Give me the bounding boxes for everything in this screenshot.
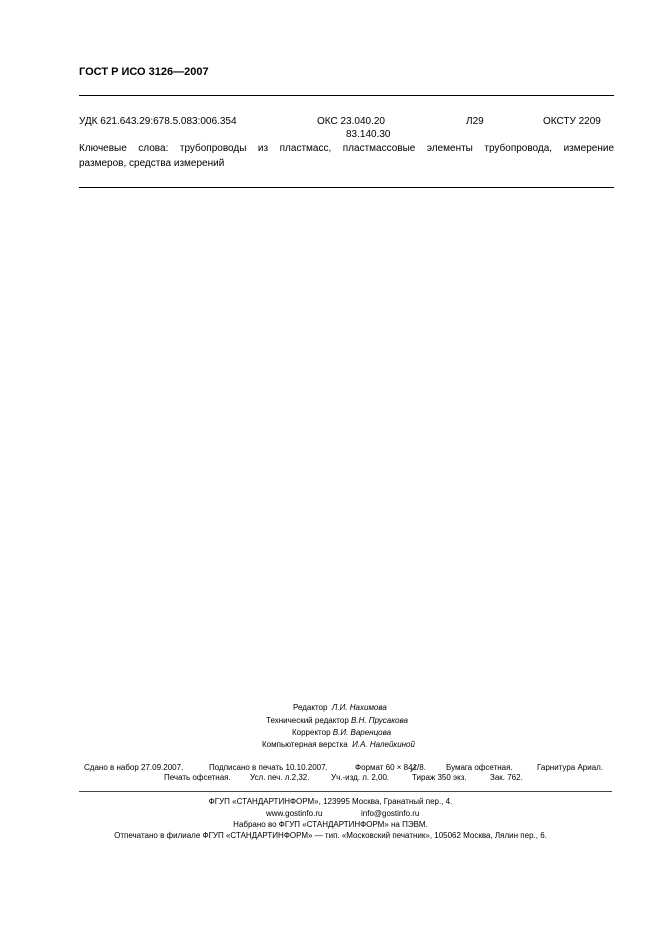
- print-sheets: Усл. печ. л.2,32.: [250, 773, 310, 782]
- publisher-printed-note: Отпечатано в филиале ФГУП «СТАНДАРТИНФОРМ» — тип. «Московский печатник», 105062 Москва, Лялин пер., 6.: [114, 831, 547, 840]
- oks-code-secondary: 83.140.30: [346, 129, 391, 140]
- credit-layout: [262, 740, 415, 749]
- print-printing: Печать офсетная.: [164, 773, 231, 782]
- print-format-fraction: 1/8: [412, 763, 424, 772]
- publisher-email[interactable]: info@gostinfo.ru: [361, 809, 420, 818]
- group-code: Л29: [466, 116, 484, 127]
- credit-corrector-name: В.И. Варенцова: [332, 728, 392, 737]
- publisher-address: ФГУП «СТАНДАРТИНФОРМ», 123995 Москва, Гранатный пер., 4.: [208, 797, 453, 806]
- print-pub-sheets: Уч.-изд. л. 2,00.: [331, 773, 390, 782]
- document-code: ГОСТ Р ИСО 3126—2007: [79, 66, 209, 78]
- keywords-paragraph: [79, 141, 614, 171]
- print-typeface: Гарнитура Ариал.: [537, 763, 604, 772]
- udk-code: УДК 621.643.29:678.5.083:006.354: [79, 116, 237, 127]
- print-run: Тираж 350 экз.: [412, 773, 467, 782]
- footer-divider: [79, 791, 612, 792]
- publisher-website[interactable]: www.gostinfo.ru: [266, 809, 323, 818]
- credit-tech-editor-role: Технический редактор: [266, 716, 349, 725]
- print-submitted: Сдано в набор 27.09.2007.: [84, 763, 184, 772]
- keywords-line-2: размеров, средства измерений: [79, 158, 225, 169]
- credit-tech-editor: [266, 716, 408, 725]
- credit-editor-role: Редактор: [293, 703, 328, 712]
- credit-corrector-role: Корректор: [292, 728, 331, 737]
- credit-layout-role: Компьютерная верстка: [262, 740, 348, 749]
- top-divider: [79, 95, 614, 96]
- okstu-code: ОКСТУ 2209: [543, 116, 601, 127]
- oks-code-primary: ОКС 23.040.20: [317, 116, 385, 127]
- print-format: Формат 60 × 841/8.: [355, 763, 426, 772]
- credit-tech-editor-name: В.Н. Прусакова: [351, 716, 408, 725]
- credit-editor: [293, 703, 387, 712]
- credit-corrector: [292, 728, 391, 737]
- keywords-line-1: Ключевые слова: трубопроводы из пластмасс, пластмассовые элементы трубопровода, измерение: [79, 143, 614, 154]
- credit-editor-name: Л.И. Нахимова: [331, 703, 387, 712]
- print-order: Зак. 762.: [490, 773, 523, 782]
- credit-layout-name: И.А. Налейкиной: [352, 740, 415, 749]
- publisher-typeset-note: Набрано во ФГУП «СТАНДАРТИНФОРМ» на ПЭВМ.: [233, 820, 428, 829]
- print-paper: Бумага офсетная.: [446, 763, 513, 772]
- bottom-divider: [79, 187, 614, 188]
- print-signed: Подписано в печать 10.10.2007.: [209, 763, 328, 772]
- print-format-prefix: Формат 60 × 84: [355, 763, 413, 772]
